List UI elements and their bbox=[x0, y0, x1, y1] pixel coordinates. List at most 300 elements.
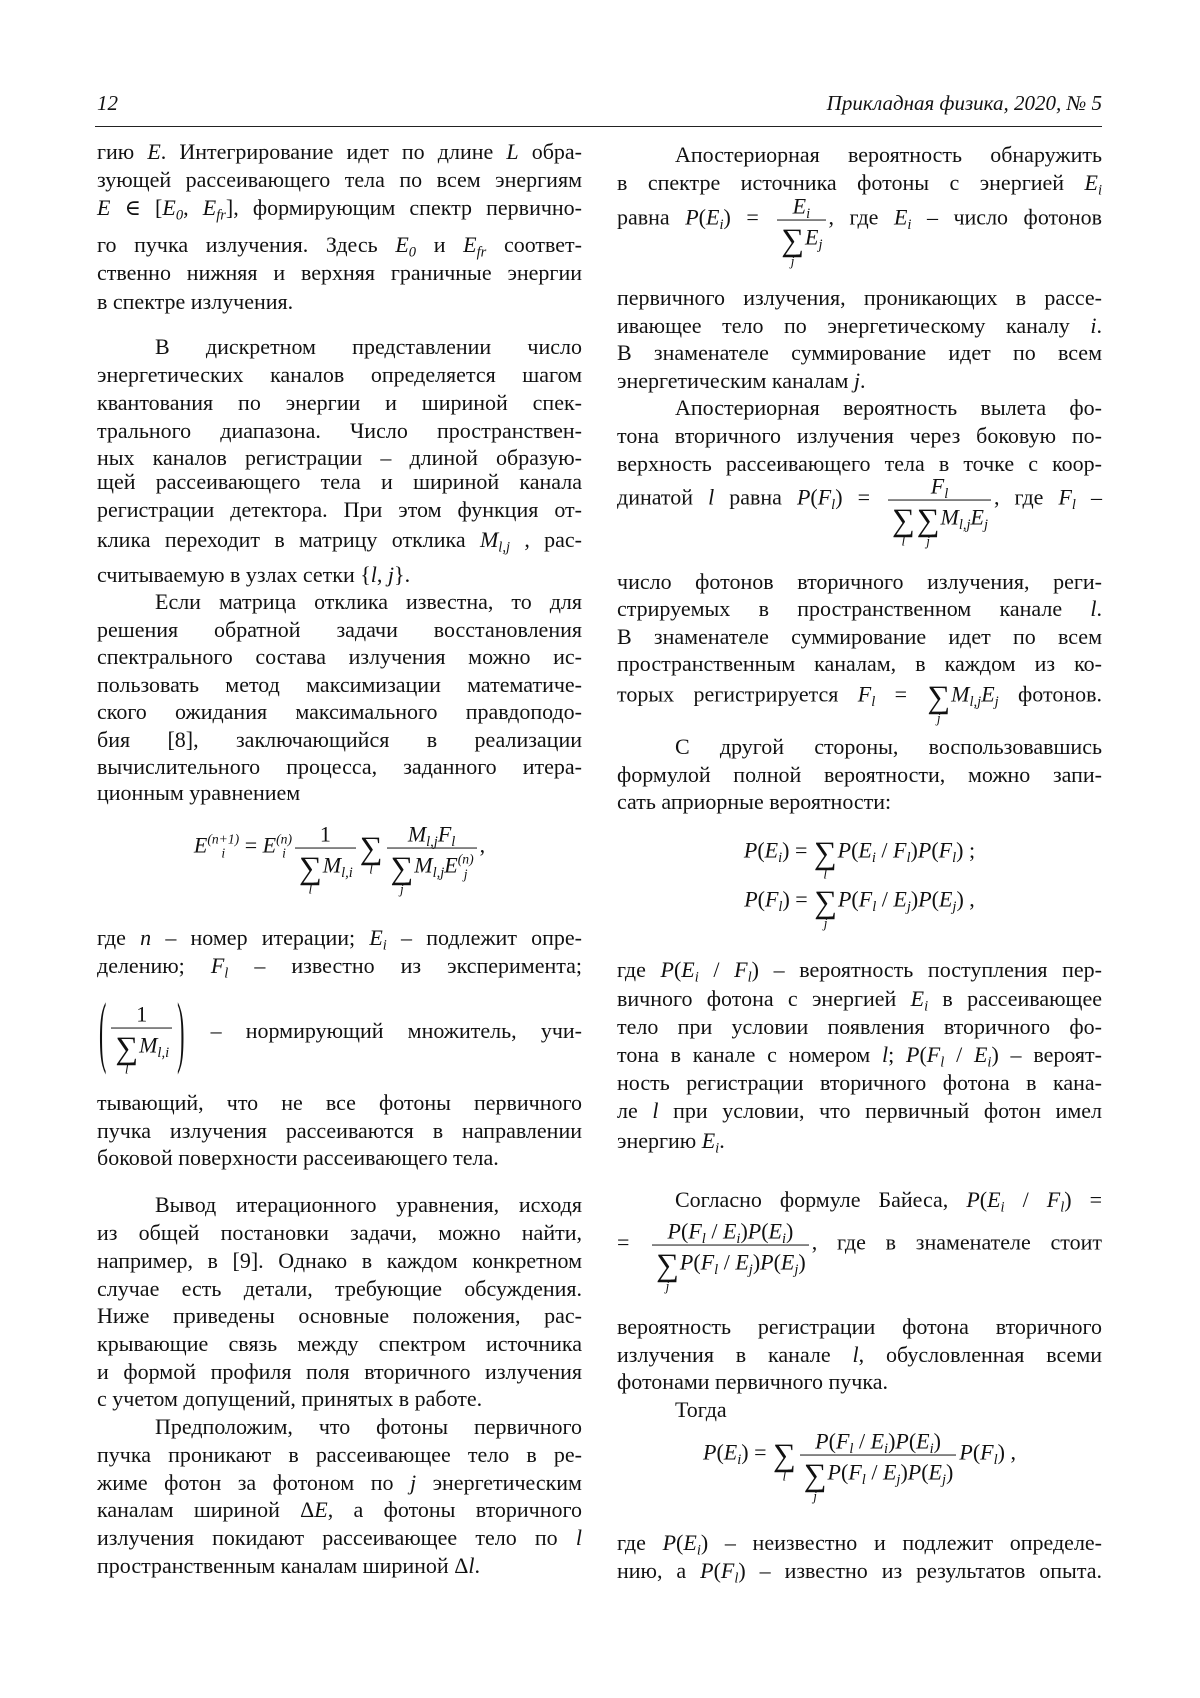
text-run: ) , bbox=[956, 887, 974, 912]
subscript: 0 bbox=[176, 207, 183, 223]
text-line bbox=[97, 496, 582, 524]
subscript: i bbox=[715, 1140, 719, 1156]
page-number: 12 bbox=[97, 90, 118, 116]
subscript: l bbox=[224, 965, 228, 981]
variable-symbol: E bbox=[1085, 170, 1098, 195]
fraction-numerator bbox=[790, 194, 814, 220]
math-variable bbox=[680, 1250, 693, 1275]
sigma-glyph: ∑ bbox=[804, 1458, 827, 1493]
header-rule bbox=[95, 126, 1102, 127]
fraction-numerator bbox=[928, 474, 952, 500]
variable-symbol: E bbox=[444, 853, 457, 878]
text-run: ) ; bbox=[956, 838, 975, 863]
variable-symbol: E bbox=[765, 838, 778, 863]
variable-symbol: E bbox=[871, 1429, 884, 1454]
subscript: l bbox=[944, 486, 948, 502]
display-formula bbox=[97, 822, 582, 885]
math-variable bbox=[1058, 485, 1076, 510]
text-run: В дискретном представлении число bbox=[155, 334, 582, 359]
summation-index: l bbox=[309, 883, 313, 896]
text-run: ∈ [ bbox=[110, 195, 162, 220]
variable-symbol: P bbox=[815, 1429, 828, 1454]
variable-symbol: M bbox=[408, 822, 426, 847]
variable-symbol: E bbox=[203, 195, 216, 220]
text-run: Если матрица отклика известна, то для bbox=[155, 589, 582, 614]
text-run: тона в канале с номером bbox=[617, 1042, 882, 1067]
math-variable bbox=[438, 822, 456, 847]
variable-symbol: l bbox=[882, 1042, 888, 1067]
math-variable bbox=[314, 1497, 327, 1522]
math-variable bbox=[688, 1219, 706, 1244]
math-variable bbox=[263, 833, 292, 858]
summation-index: j bbox=[791, 255, 795, 268]
text-run: / bbox=[699, 957, 734, 982]
text-run: , обусловленная всеми bbox=[859, 1342, 1102, 1367]
summation-sign-icon bbox=[917, 505, 940, 537]
text-run: , где bbox=[994, 485, 1058, 510]
subscript: l bbox=[778, 899, 782, 915]
variable-symbol: M bbox=[323, 853, 341, 878]
summation-sign-icon bbox=[927, 681, 950, 713]
fraction-numerator bbox=[405, 822, 459, 848]
variable-symbol: M bbox=[951, 682, 969, 707]
text-run: ность регистрации вторичного фотона в кана- bbox=[617, 1070, 1102, 1095]
subscript: i bbox=[907, 217, 911, 233]
text-line bbox=[97, 561, 582, 589]
math-variable bbox=[147, 139, 160, 164]
text-run: равна bbox=[714, 485, 797, 510]
text-run: нию, а bbox=[617, 1558, 700, 1583]
sigma-glyph: ∑ bbox=[814, 884, 837, 919]
text-run: пучка проникают в рассеивающее тело в ре- bbox=[97, 1442, 582, 1467]
summation-sign-icon bbox=[773, 1439, 796, 1471]
variable-symbol: P bbox=[966, 1187, 979, 1212]
text-run: , рас- bbox=[510, 527, 582, 552]
text-run: ) = bbox=[782, 887, 813, 912]
summation-sign-icon bbox=[892, 505, 915, 537]
text-line bbox=[617, 141, 1102, 169]
text-line bbox=[97, 138, 582, 166]
text-line bbox=[97, 1469, 582, 1497]
text-run: ) bbox=[740, 1219, 747, 1244]
text-run: ) = bbox=[1064, 1187, 1102, 1212]
text-line bbox=[97, 698, 582, 726]
text-run: }. bbox=[394, 562, 410, 587]
text-line bbox=[617, 312, 1102, 340]
text-run: щей рассеивающего тела и шириной канала bbox=[97, 469, 582, 494]
text-run: ( bbox=[761, 1219, 768, 1244]
subscript: i bbox=[207, 847, 239, 861]
variable-symbol: F bbox=[836, 1429, 849, 1454]
math-variable bbox=[906, 1042, 919, 1067]
text-run: / bbox=[718, 1250, 735, 1275]
subscript: i bbox=[719, 217, 723, 233]
subscript: i bbox=[778, 850, 782, 866]
variable-symbol: l bbox=[708, 485, 714, 510]
text-run: решения обратной задачи восстановления bbox=[97, 617, 582, 642]
subscript: i bbox=[924, 998, 928, 1014]
summation-index: l bbox=[369, 863, 373, 876]
text-line bbox=[97, 1524, 582, 1552]
text-run: / bbox=[1005, 1187, 1047, 1212]
subscript: l bbox=[748, 969, 752, 985]
math-variable bbox=[971, 505, 989, 530]
math-variable bbox=[194, 833, 239, 858]
variable-symbol: M bbox=[480, 527, 498, 552]
text-run: гию bbox=[97, 139, 147, 164]
text-line bbox=[97, 616, 582, 644]
variable-symbol: i bbox=[1090, 313, 1096, 338]
variable-symbol: E bbox=[893, 887, 906, 912]
variable-symbol: F bbox=[765, 887, 778, 912]
math-variable bbox=[414, 853, 444, 878]
subscript: l bbox=[994, 1452, 998, 1468]
math-variable bbox=[661, 957, 674, 982]
text-run: 1 bbox=[320, 822, 331, 847]
subscript: l,i bbox=[341, 865, 353, 881]
text-run: ], формирующим спектр первично- bbox=[226, 195, 582, 220]
text-run: . bbox=[1097, 313, 1103, 338]
variable-symbol: F bbox=[734, 957, 747, 982]
fraction bbox=[777, 194, 825, 257]
math-variable bbox=[859, 887, 877, 912]
text-run: первичного излучения, проникающих в рассе- bbox=[617, 285, 1102, 310]
math-variable bbox=[918, 838, 931, 863]
text-line bbox=[97, 1358, 582, 1386]
summation-index: j bbox=[926, 535, 930, 548]
summation-index: l bbox=[823, 868, 827, 881]
document-page bbox=[0, 0, 1200, 1698]
text-line bbox=[97, 1552, 582, 1580]
variable-symbol: F bbox=[931, 474, 944, 499]
variable-symbol: F bbox=[688, 1219, 701, 1244]
text-run: – bbox=[1076, 485, 1102, 510]
text-run: Апостериорная вероятность обнаружить bbox=[675, 142, 1102, 167]
text-run: ( bbox=[757, 838, 764, 863]
text-run: ( bbox=[851, 838, 858, 863]
subscript: l bbox=[1060, 1199, 1064, 1215]
math-variable bbox=[959, 1440, 972, 1465]
text-run: и bbox=[416, 232, 463, 257]
text-run: ционным уравнением bbox=[97, 780, 300, 805]
math-variable bbox=[701, 1250, 719, 1275]
subscript: i bbox=[1098, 182, 1102, 198]
variable-symbol: M bbox=[414, 853, 432, 878]
math-variable bbox=[723, 1219, 741, 1244]
text-run: зующей рассеивающего тела по всем энергиям bbox=[97, 167, 582, 192]
math-variable bbox=[916, 1429, 934, 1454]
math-variable bbox=[918, 887, 931, 912]
text-run: ( bbox=[921, 1460, 928, 1485]
variable-symbol: P bbox=[661, 957, 674, 982]
subscript: i bbox=[383, 937, 387, 953]
text-run: пространственным каналам шириной Δ bbox=[97, 1553, 468, 1578]
text-run: ского ожидания максимального правдоподо- bbox=[97, 699, 582, 724]
variable-symbol: E bbox=[194, 833, 207, 858]
summation-sign-icon bbox=[299, 853, 322, 885]
text-run: ных каналов регистрации – длиной образую- bbox=[97, 445, 582, 470]
subscript: i bbox=[782, 1231, 786, 1247]
math-variable bbox=[721, 1558, 739, 1583]
variable-symbol: F bbox=[721, 1558, 734, 1583]
variable-symbol: E bbox=[981, 682, 994, 707]
text-line bbox=[97, 1302, 582, 1330]
text-line bbox=[617, 956, 1102, 984]
variable-symbol: P bbox=[828, 1460, 841, 1485]
text-line bbox=[97, 526, 582, 554]
fraction-denominator bbox=[888, 500, 991, 537]
math-variable bbox=[369, 925, 387, 950]
fraction-numerator bbox=[317, 822, 334, 848]
variable-symbol: E bbox=[147, 139, 160, 164]
text-run: обра- bbox=[519, 139, 582, 164]
math-variable bbox=[838, 887, 851, 912]
subscript: l,j bbox=[969, 694, 981, 710]
variable-symbol: E bbox=[858, 838, 871, 863]
subscript: j bbox=[952, 899, 956, 915]
variable-symbol: j bbox=[410, 1470, 416, 1495]
variable-symbol: P bbox=[918, 887, 931, 912]
text-run: ) = bbox=[741, 1440, 772, 1465]
text-line bbox=[97, 643, 582, 671]
sigma-glyph: ∑ bbox=[656, 1248, 679, 1283]
text-line bbox=[97, 1219, 582, 1247]
math-variable bbox=[871, 1429, 889, 1454]
variable-symbol: E bbox=[894, 205, 907, 230]
sigma-glyph: ∑ bbox=[814, 835, 837, 870]
variable-symbol: l bbox=[853, 1342, 859, 1367]
math-variable bbox=[858, 838, 876, 863]
text-line bbox=[97, 361, 582, 389]
variable-symbol: P bbox=[685, 205, 698, 230]
sigma-glyph: ∑ bbox=[299, 851, 322, 886]
math-variable bbox=[781, 1250, 799, 1275]
variable-symbol: P bbox=[744, 838, 757, 863]
math-variable bbox=[980, 1440, 998, 1465]
math-variable bbox=[576, 1525, 582, 1550]
math-variable bbox=[735, 1250, 753, 1275]
text-line bbox=[617, 650, 1102, 678]
text-run: = bbox=[617, 1230, 649, 1255]
text-run: ) – известно из результатов опыта. bbox=[738, 1558, 1102, 1583]
math-variable bbox=[927, 1042, 945, 1067]
math-variable bbox=[908, 1460, 921, 1485]
math-variable bbox=[895, 1429, 908, 1454]
variable-symbol: l bbox=[576, 1525, 582, 1550]
text-line bbox=[617, 1341, 1102, 1369]
math-variable bbox=[734, 957, 752, 982]
math-variable bbox=[408, 822, 438, 847]
math-variable bbox=[838, 838, 851, 863]
text-run: тывающий, что не все фотоны первичного bbox=[97, 1090, 582, 1115]
text-run: динатой bbox=[617, 485, 708, 510]
variable-symbol: F bbox=[939, 838, 952, 863]
text-run: / bbox=[853, 1429, 870, 1454]
math-variable bbox=[724, 1440, 742, 1465]
text-line bbox=[97, 1247, 582, 1275]
math-variable bbox=[974, 1042, 992, 1067]
text-line bbox=[617, 339, 1102, 367]
text-run: ) bbox=[786, 1219, 793, 1244]
variable-symbol: E bbox=[463, 232, 476, 257]
subscript: j bbox=[458, 867, 474, 881]
text-line bbox=[617, 1186, 1102, 1214]
text-line bbox=[97, 1385, 582, 1413]
variable-symbol: E bbox=[769, 1219, 782, 1244]
text-run: – число фотонов bbox=[911, 205, 1102, 230]
text-run: / bbox=[866, 1460, 883, 1485]
text-run: ( bbox=[932, 887, 939, 912]
text-run: бия [8], заключающийся в реализации bbox=[97, 727, 582, 752]
text-run: крывающие связь между спектром источника bbox=[97, 1331, 582, 1356]
math-variable bbox=[395, 232, 416, 257]
subscript: l bbox=[952, 850, 956, 866]
summation-index: j bbox=[824, 917, 828, 930]
math-variable bbox=[139, 1033, 169, 1058]
text-line bbox=[97, 468, 582, 496]
text-line bbox=[617, 788, 1102, 816]
text-run: Согласно формуле Байеса, bbox=[675, 1187, 966, 1212]
subscript: i bbox=[806, 206, 810, 222]
text-run: тона вторичного излучения через боковую по- bbox=[617, 423, 1102, 448]
text-line bbox=[617, 595, 1102, 623]
text-run: ивающее тело по энергетическому каналу bbox=[617, 313, 1090, 338]
text-run: В знаменателе суммирование идет по всем bbox=[617, 624, 1102, 649]
sub-superscript bbox=[276, 833, 292, 862]
sigma-glyph: ∑ bbox=[892, 503, 915, 538]
subscript: j bbox=[942, 1472, 946, 1488]
running-header-journal: Прикладная физика, 2020, № 5 bbox=[827, 90, 1102, 116]
variable-symbol: E bbox=[939, 887, 952, 912]
text-line bbox=[97, 753, 582, 781]
variable-symbol: F bbox=[1058, 485, 1071, 510]
text-run: ) bbox=[798, 1250, 805, 1275]
fraction bbox=[387, 822, 477, 885]
text-run: . bbox=[1097, 596, 1103, 621]
variable-symbol: E bbox=[971, 505, 984, 530]
variable-symbol: P bbox=[703, 1440, 716, 1465]
fraction-denominator bbox=[111, 1028, 172, 1065]
text-line bbox=[617, 367, 1102, 395]
summation-index: j bbox=[400, 883, 404, 896]
math-variable bbox=[97, 195, 110, 220]
text-run: пространственным каналам, в каждом из ко- bbox=[617, 651, 1102, 676]
variable-symbol: E bbox=[805, 225, 818, 250]
text-line bbox=[97, 1191, 582, 1219]
text-line bbox=[617, 1313, 1102, 1341]
text-run: ) bbox=[934, 1429, 941, 1454]
text-run: ) bbox=[753, 1250, 760, 1275]
math-variable bbox=[683, 1530, 701, 1555]
subscript: l bbox=[831, 497, 835, 513]
text-line bbox=[97, 1275, 582, 1303]
math-variable bbox=[931, 474, 949, 499]
text-run: ( bbox=[674, 957, 681, 982]
text-line bbox=[617, 1396, 1102, 1424]
variable-symbol: P bbox=[663, 1530, 676, 1555]
variable-symbol: E bbox=[162, 195, 175, 220]
subscript: l bbox=[907, 850, 911, 866]
text-run: энергетическим каналам bbox=[617, 368, 854, 393]
text-run: ( bbox=[841, 1460, 848, 1485]
text-run: делению; bbox=[97, 953, 211, 978]
text-run: квантования по энергии и шириной спек- bbox=[97, 390, 582, 415]
text-run: Ниже приведены основные положения, рас- bbox=[97, 1303, 582, 1328]
summation-index: l bbox=[902, 535, 906, 548]
math-variable bbox=[681, 957, 699, 982]
text-line bbox=[97, 333, 582, 361]
variable-symbol: M bbox=[941, 505, 959, 530]
subscript: i bbox=[697, 1542, 701, 1558]
text-run: – подлежит опре- bbox=[387, 925, 582, 950]
subscript: l,j bbox=[433, 865, 445, 881]
text-run: ) – вероят- bbox=[991, 1042, 1102, 1067]
text-run: Апостериорная вероятность вылета фо- bbox=[675, 395, 1102, 420]
text-run: в спектре источника фотоны с энергией bbox=[617, 170, 1085, 195]
variable-symbol: E bbox=[793, 194, 806, 219]
text-run: например, в [9]. Однако в каждом конкретном bbox=[97, 1248, 582, 1273]
text-run: из общей постановки задачи, можно найти, bbox=[97, 1220, 582, 1245]
fraction-denominator bbox=[777, 220, 825, 257]
variable-symbol: E bbox=[883, 1460, 896, 1485]
right-parenthesis: ) bbox=[177, 983, 184, 1084]
text-line bbox=[97, 1117, 582, 1145]
subscript: i bbox=[884, 1441, 888, 1457]
variable-symbol: F bbox=[211, 953, 224, 978]
subscript: l,i bbox=[157, 1045, 169, 1061]
text-run: ) = bbox=[835, 485, 885, 510]
text-line bbox=[97, 1144, 582, 1172]
variable-symbol: l bbox=[652, 1098, 658, 1123]
text-run: – известно из эксперимента; bbox=[228, 953, 582, 978]
fraction bbox=[295, 822, 356, 885]
fraction-denominator bbox=[800, 1455, 957, 1492]
text-run: боковой поверхности рассеивающего тела. bbox=[97, 1145, 499, 1170]
math-variable bbox=[748, 1219, 761, 1244]
math-variable bbox=[1085, 170, 1103, 195]
left-parenthesis: ( bbox=[99, 983, 106, 1084]
text-run: фотонов. bbox=[999, 682, 1102, 707]
text-run: ( bbox=[851, 887, 858, 912]
variable-symbol: E bbox=[369, 925, 382, 950]
text-line bbox=[97, 779, 582, 807]
text-line bbox=[97, 1496, 582, 1524]
summation-index: j bbox=[666, 1280, 670, 1293]
variable-symbol: E bbox=[314, 1497, 327, 1522]
text-run: Тогда bbox=[675, 1397, 727, 1422]
text-run: соответ- bbox=[486, 232, 582, 257]
variable-symbol: P bbox=[895, 1429, 908, 1454]
subscript: l bbox=[872, 899, 876, 915]
text-run: / bbox=[876, 838, 893, 863]
fraction-numerator bbox=[812, 1429, 944, 1455]
math-variable bbox=[939, 887, 957, 912]
text-run: ( bbox=[714, 1558, 721, 1583]
text-line bbox=[97, 588, 582, 616]
variable-symbol: F bbox=[818, 485, 831, 510]
text-run: фотонами первичного пучка. bbox=[617, 1369, 888, 1394]
subscript: j bbox=[749, 1262, 753, 1278]
subscript: j bbox=[818, 237, 822, 253]
summation-index: l bbox=[783, 1470, 787, 1483]
variable-symbol: E bbox=[395, 232, 408, 257]
math-variable bbox=[706, 205, 724, 230]
text-run: / bbox=[944, 1042, 974, 1067]
text-run: пользовать метод максимизации математиче- bbox=[97, 672, 582, 697]
text-line bbox=[617, 985, 1102, 1013]
variable-symbol: P bbox=[760, 1250, 773, 1275]
text-line bbox=[97, 1413, 582, 1441]
